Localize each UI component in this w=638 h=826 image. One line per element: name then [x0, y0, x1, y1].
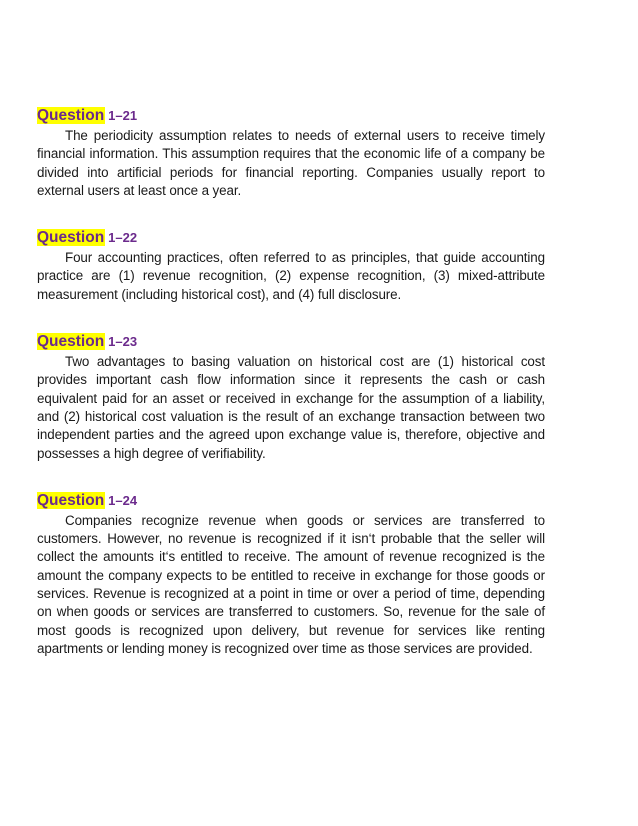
- question-label-highlighted: Question: [37, 107, 105, 124]
- question-block-1-24: [37, 490, 545, 658]
- document-body: [37, 105, 545, 658]
- question-number: 1–22: [108, 230, 138, 246]
- question-number: 1–23: [108, 334, 138, 350]
- question-heading: [37, 490, 545, 512]
- question-label-highlighted: Question: [37, 333, 105, 351]
- answer-paragraph: Two advantages to basing valuation on historical cost are (1) historical cost provides important cash flow information since it represents the cash or cash equivalent paid for an asset or received in exchange for the assumption of a liability, and (2) historical cost valuation is the result of an exchange transaction between two independent parties and the agreed upon exchange value is, therefore, objective and possesses a high degree of verifiability.: [37, 354, 545, 461]
- question-number: 1–24: [108, 492, 138, 508]
- question-heading: [37, 331, 545, 353]
- question-number: 1–21: [108, 108, 138, 123]
- question-heading: [37, 227, 545, 249]
- question-label-highlighted: Question: [37, 229, 105, 247]
- question-block-1-21: [37, 105, 545, 200]
- answer-paragraph: The periodicity assumption relates to needs of external users to receive timely financial information. This assumption requires that the economic life of a company be divided into artificial periods for financial reporting. Companies usually report to external users at least once a year.: [37, 128, 545, 198]
- answer-paragraph: Companies recognize revenue when goods or services are transferred to customers. However, no revenue is recognized if it isn‘t probable that the seller will collect the amounts it‘s entitled to receive. The amount of revenue recognized is the amount the company expects to be entitled to receive in exchange for those goods or services. Revenue is recognized at a point in time or over a period of time, depending on when goods or services are transferred to customers. So, revenue for the sale of most goods is recognized upon delivery, but revenue for services like renting apartments or lending money is recognized over time as those services are provided.: [37, 512, 545, 656]
- question-heading: [37, 105, 545, 127]
- question-block-1-23: [37, 331, 545, 463]
- question-label-highlighted: Question: [37, 491, 105, 509]
- answer-paragraph: Four accounting practices, often referred to as principles, that guide accounting practice are (1) revenue recognition, (2) expense recognition, (3) mixed-attribute measurement (including historical cost), and (4) full disclosure.: [37, 250, 545, 302]
- question-block-1-22: [37, 227, 545, 304]
